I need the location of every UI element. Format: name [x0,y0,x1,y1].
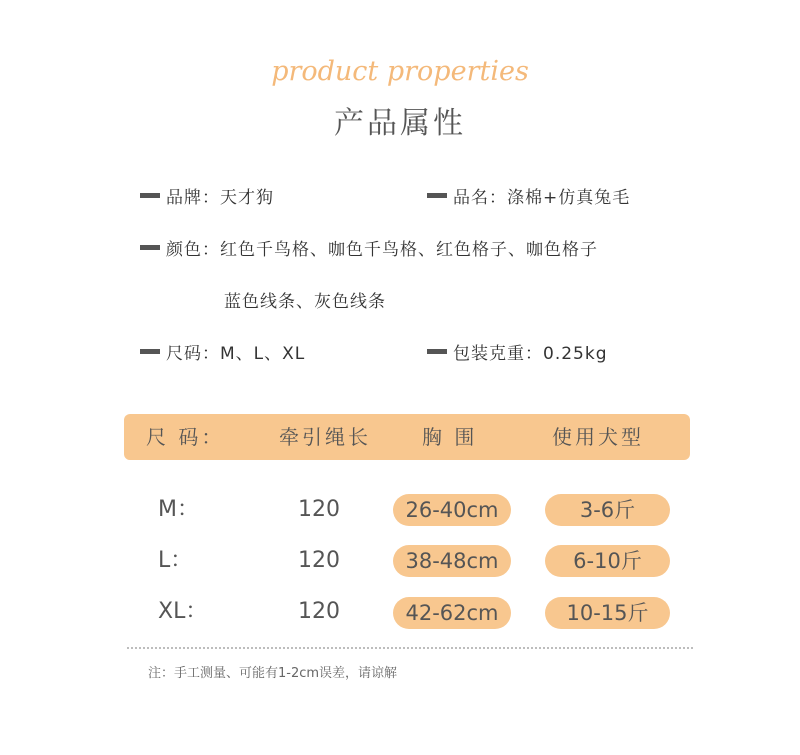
dash-icon [427,193,447,198]
row-dog-size: 10-15斤 [545,597,670,629]
page-title: 产品属性 [334,106,466,141]
header-dog-size: 使用犬型 [552,425,644,449]
property-color-text-2: 蓝色线条、灰色线条 [224,292,386,312]
dash-icon [140,193,160,198]
row-size: L： [158,548,193,573]
row-dog-size: 6-10斤 [545,545,670,577]
property-size [140,339,305,364]
property-name [427,183,630,208]
row-leash: 120 [298,599,340,624]
header-chest: 胸 围 [422,425,478,449]
dash-icon [427,349,447,354]
dotted-divider [127,647,693,649]
property-brand [140,183,274,208]
property-weight-text: 包装克重：0.25kg [453,344,608,364]
property-size-text: 尺码：M、L、XL [166,344,306,364]
size-table-header [124,414,690,460]
script-title: product properties [271,56,529,87]
property-color-continued [224,287,386,312]
row-chest: 42-62cm [393,597,511,629]
header-leash: 牵引绳长 [279,425,371,449]
row-chest: 38-48cm [393,545,511,577]
property-name-text: 品名：涤棉+仿真兔毛 [453,188,631,208]
row-dog-size: 3-6斤 [545,494,670,526]
row-size: XL： [158,599,208,624]
property-brand-text: 品牌：天才狗 [166,188,274,208]
property-color [140,235,598,260]
property-weight [427,339,608,364]
row-size: M： [158,497,199,522]
row-leash: 120 [298,548,340,573]
header-size: 尺 码： [146,425,225,449]
row-leash: 120 [298,497,340,522]
dash-icon [140,349,160,354]
property-color-text: 颜色：红色千鸟格、咖色千鸟格、红色格子、咖色格子 [166,240,598,260]
dash-icon [140,245,160,250]
measurement-note: 注：手工测量、可能有1-2cm误差，请谅解 [148,666,398,681]
row-chest: 26-40cm [393,494,511,526]
